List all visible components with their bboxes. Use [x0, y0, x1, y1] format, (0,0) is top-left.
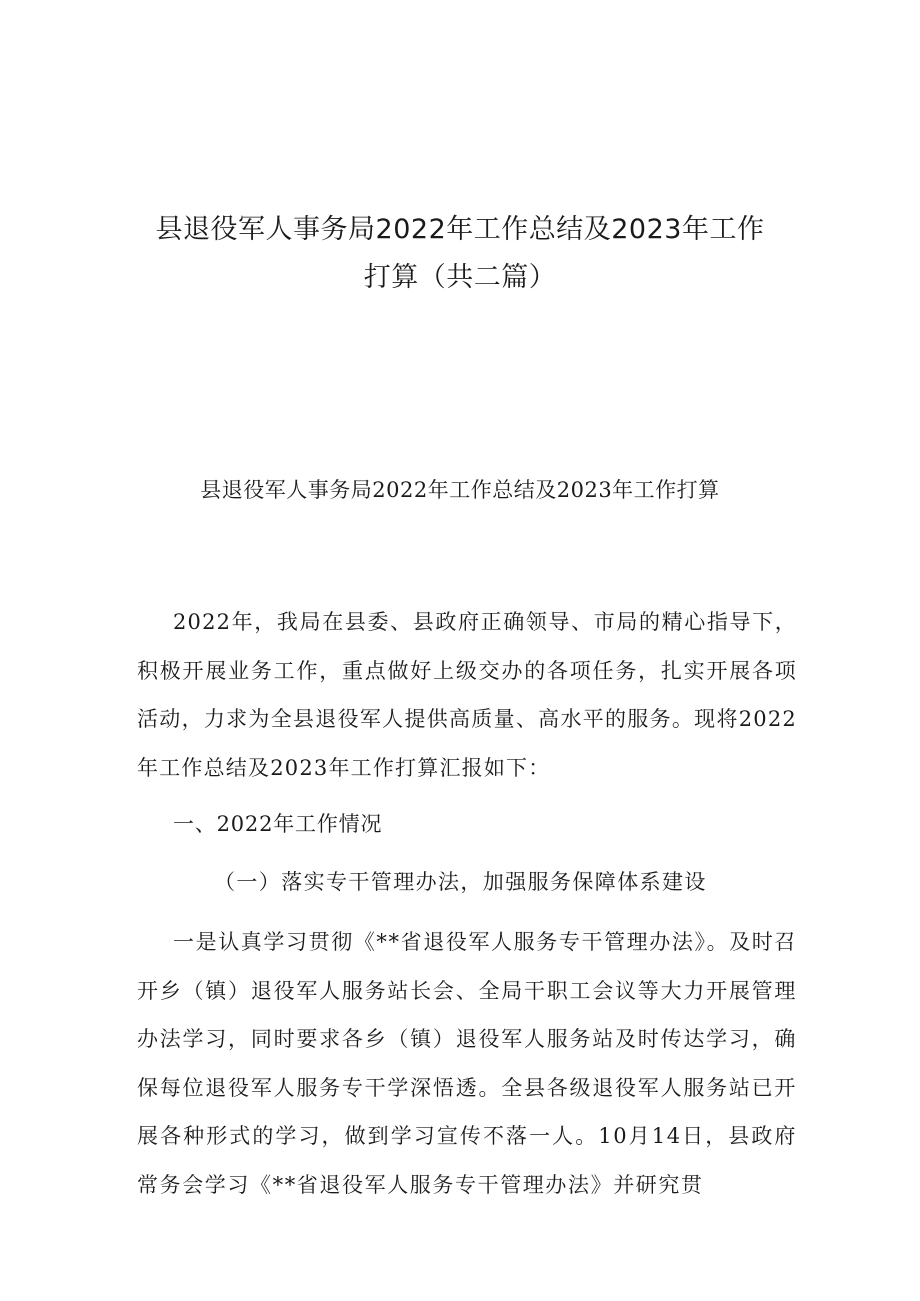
body-paragraph-2: 一是认真学习贯彻《**省退役军人服务专干管理办法》。及时召开乡（镇）退役军人服务站长会、全局干职工会议等大力开展管理办法学习，同时要求各乡（镇）退役军人服务站及时传达学习，确保每位退役军人服务专干学深悟透。全县各级退役军人服务站已开展各种形式的学习，做到学习宣传不落一人。10月14日，县政府常务会学习《**省退役军人服务专干管理办法》并研究贯 — [137, 930, 797, 1197]
subsection-heading-1: （一）落实专干管理办法，加强服务保障体系建设 — [214, 870, 707, 894]
main-title — [0, 206, 920, 302]
intro-paragraph: 2022年，我局在县委、县政府正确领导、市局的精心指导下，积极开展业务工作，重点做好上级交办的各项任务，扎实开展各项活动，力求为全县退役军人提供高质量、高水平的服务。现将2022年工作总结及2023年工作打算汇报如下： — [137, 610, 797, 780]
sub-title: 县退役军人事务局2022年工作总结及2023年工作打算 — [200, 478, 720, 502]
main-title-line-1: 县退役军人事务局2022年工作总结及2023年工作 — [155, 214, 765, 245]
section-heading-1: 一、2022年工作情况 — [173, 812, 383, 836]
main-title-line-2: 打算（共二篇） — [363, 262, 557, 293]
